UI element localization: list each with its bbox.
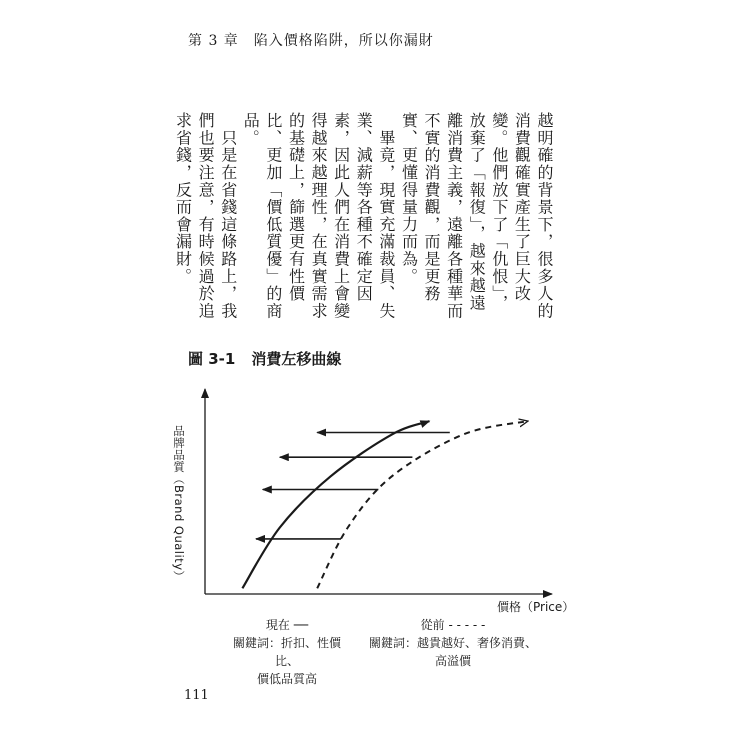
shift-arrows [256, 433, 450, 539]
legend-now-keywords-1: 關鍵詞：折扣、性價比、 [232, 636, 341, 668]
legend-now-head: 現在 ── [265, 618, 309, 632]
legend-before-keywords-2: 高溢價 [434, 654, 471, 668]
legend-before-head: 從前 - - - - - [420, 618, 486, 632]
previous-curve [317, 421, 528, 588]
legend-now [222, 616, 352, 688]
page-number: 111 [184, 688, 209, 703]
paragraph: 畢竟，現實充滿裁員、失業、減薪等各種不確定因素，因此人們在消費上會變得越來越理性，在真實需求的基礎上，篩選更有性價比、更加「價低質優」的商品。 [241, 112, 396, 320]
legend-before-keywords-1: 關鍵詞：越貴越好、奢侈消費、 [368, 636, 537, 650]
legend-before [368, 616, 538, 670]
paragraph: 越明確的背景下，很多人的消費觀確實產生了巨大改變。他們放下了「仇恨」，放棄了「報復」，越來越遠離消費主義，遠離各種華而不實的消費觀，而是更務實、更懂得量力而為。 [399, 112, 554, 320]
legend-now-keywords-2: 價低品質高 [256, 672, 317, 686]
y-axis-label: 品牌品質（Brand Quality） [172, 425, 186, 583]
x-axis-label: 價格（Price） [497, 600, 575, 614]
figure-caption: 消費左移曲線 [251, 350, 342, 368]
chapter-header: 第 3 章 陷入價格陷阱，所以你漏財 [188, 33, 434, 49]
legend-before-label: 從前 [420, 618, 445, 632]
legend-now-label: 現在 [265, 618, 290, 632]
figure-label: 圖 3-1 [188, 350, 236, 368]
paragraph: 只是在省錢這條路上，我們也要注意，有時候過於追求省錢，反而會漏財。 [173, 112, 238, 320]
current-curve [242, 421, 429, 588]
